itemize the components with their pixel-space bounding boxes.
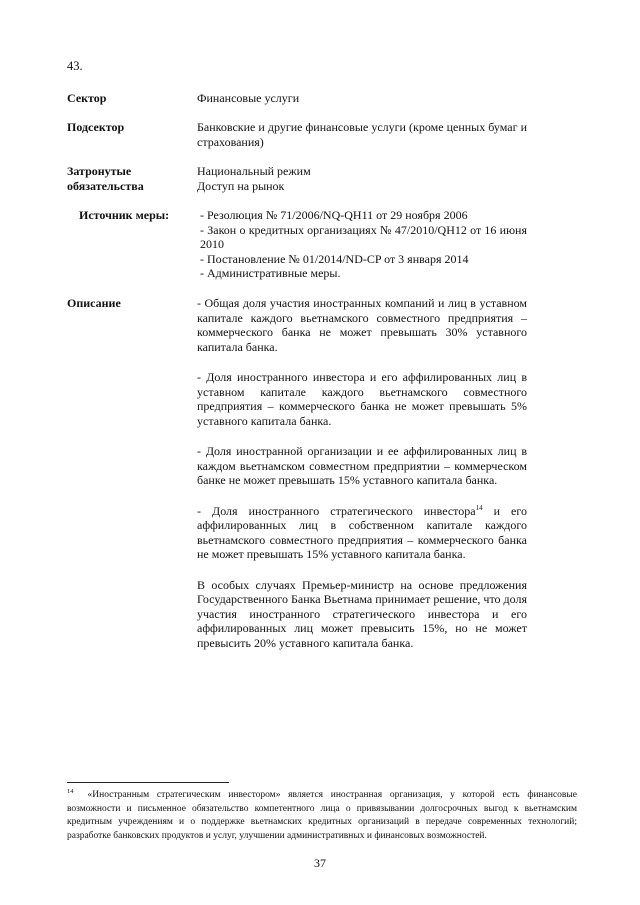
description-body <box>197 296 527 650</box>
footnote-separator <box>67 782 229 783</box>
description-paragraph: - Доля иностранной организации и ее аффилированных лиц в каждом вьетнамском совместном предприятии – коммерческом банке не может превышать 15% уставного капитала банка. <box>197 444 527 487</box>
sector-value: Финансовые услуги <box>197 91 300 105</box>
description-paragraph-with-footnote <box>197 504 527 562</box>
footnote <box>67 789 577 843</box>
obligations-label: Затронутые обязательства <box>67 164 144 193</box>
measure-source-list <box>200 208 527 281</box>
sector-label: Сектор <box>67 91 107 105</box>
description-label: Описание <box>67 296 121 310</box>
description-paragraph: В особых случаях Премьер-министр на основе предложения Государственного Банка Вьетнама принимает решение, что доля участия иностранного стратегического инвестора и его аффилированных лиц может превысить 15%, но не может превысить 20% уставного капитала банка. <box>197 577 527 650</box>
footnote-reference[interactable]: 14 <box>475 503 483 512</box>
measure-source-item: - Резолюция № 71/2006/NQ-QH11 от 29 ноября 2006 <box>200 208 468 222</box>
entry-number: 43. <box>67 59 83 73</box>
subsector-label: Подсектор <box>67 120 125 134</box>
description-paragraph: - Общая доля участия иностранных компаний и лиц в уставном капитале каждого вьетнамского совместного предприятия – коммерческого банка не может превышать 30% уставного капитала банка. <box>197 296 527 354</box>
obligations-values <box>197 164 527 193</box>
page-number: 37 <box>314 856 326 870</box>
subsector-value: Банковские и другие финансовые услуги (кроме ценных бумаг и страхования) <box>197 120 527 149</box>
measure-source-label: Источник меры: <box>79 208 170 222</box>
footnote-text: «Иностранным стратегическим инвестором» является иностранная организация, у которой есть финансовые возможности и письменное обязательство компетентного лица о привязывании долгосрочных выгод к вьетнамским кредитным учреждениям и о поддержке вьетнамских кредитных организаций в передаче современных технологий; разработке банковских продуктов и услуг, улучшении административных и финансовых возможностей. <box>67 790 577 841</box>
measure-source-item: - Закон о кредитных организациях № 47/2010/QH12 от 16 июня 2010 <box>200 222 527 251</box>
description-text: и его аффилированных лиц в собственном капитале каждого вьетнамского совместного предприятия – коммерческого банка не может превышать 15% уставного капитала банка. <box>197 503 528 561</box>
description-paragraph: - Доля иностранного инвестора и его аффилированных лиц в уставном капитале каждого вьетнамского совместного предприятия – коммерческого банка не может превышать 5% уставного капитала банка. <box>197 370 527 428</box>
obligation-item: Национальный режим <box>197 164 311 178</box>
description-text: - Доля иностранного стратегического инвестора <box>197 503 476 518</box>
footnote-mark: 14 <box>67 787 74 795</box>
measure-source-item: - Постановление № 01/2014/ND-CP от 3 января 2014 <box>200 251 469 266</box>
measure-source-item: - Административные меры. <box>200 266 341 280</box>
obligation-item: Доступ на рынок <box>197 178 285 193</box>
